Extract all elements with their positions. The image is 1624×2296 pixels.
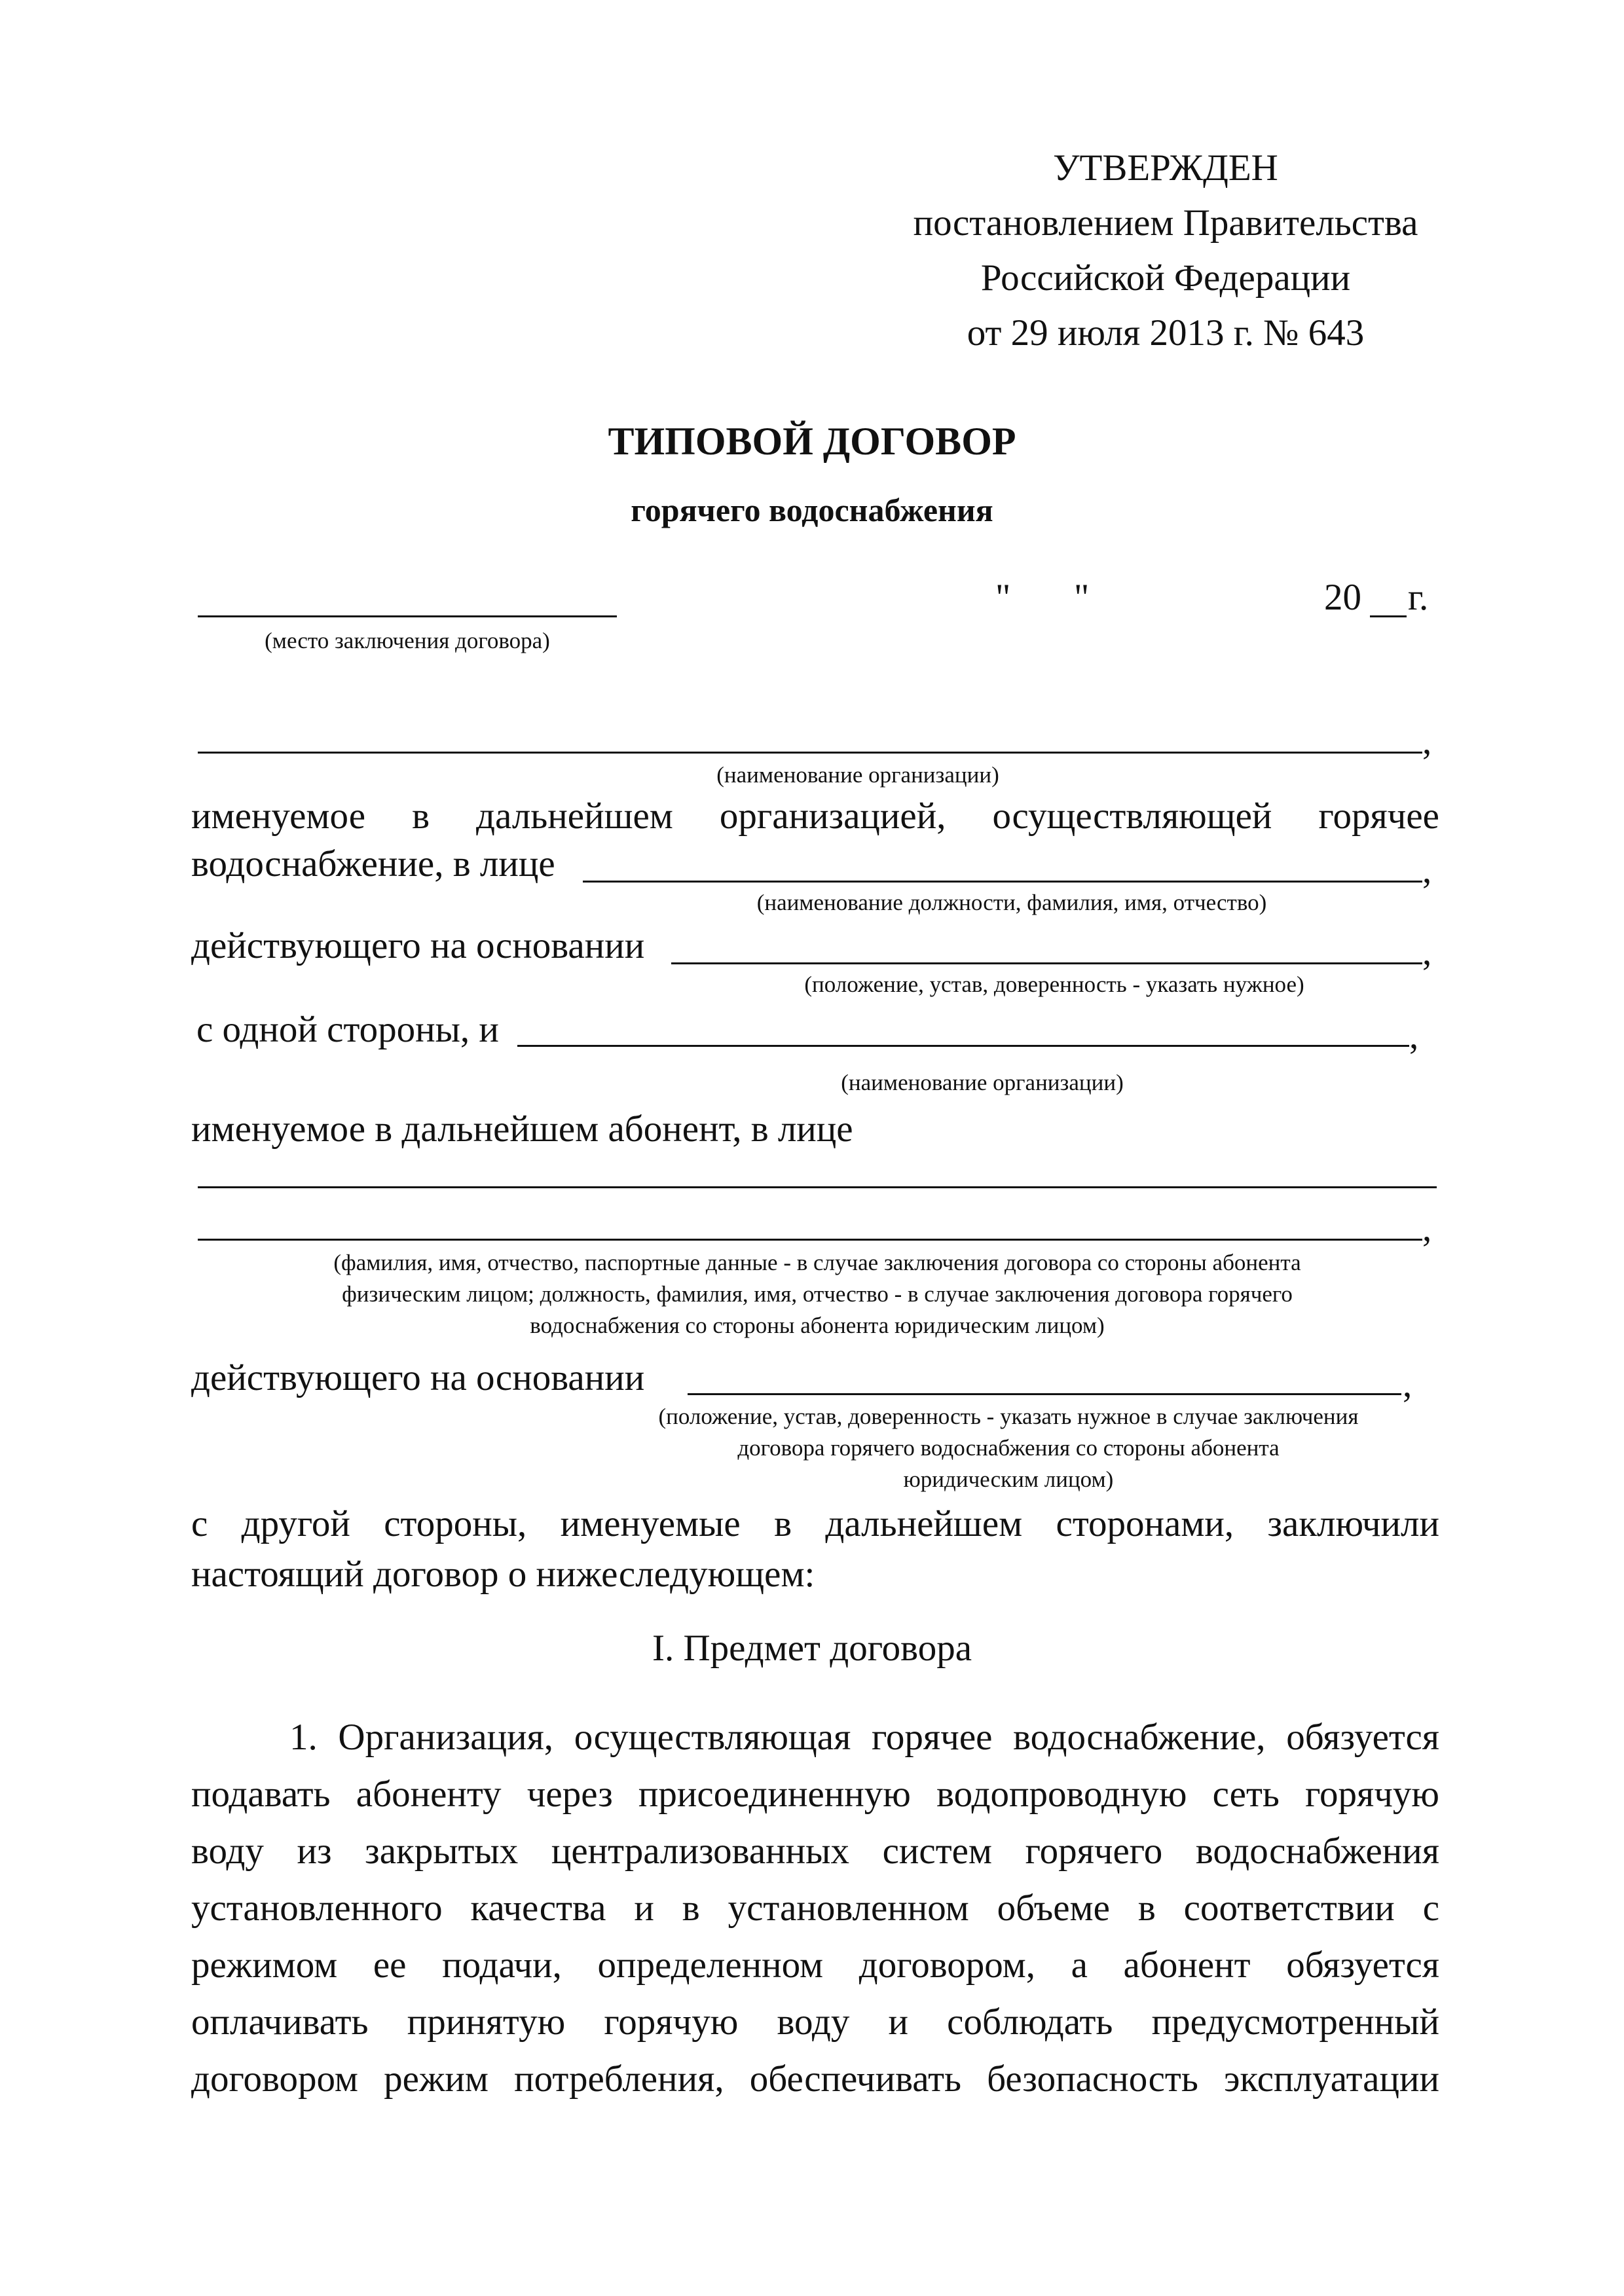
supply-in-person-label: водоснабжение, в лице bbox=[191, 843, 555, 884]
approval-block bbox=[871, 141, 1460, 361]
named-word-2: в bbox=[412, 795, 430, 837]
subscriber-caption-line-3: водоснабжения со стороны абонента юридическим лицом) bbox=[530, 1313, 1105, 1338]
basis-caption-line-2: договора горячего водоснабжения со стороны абонента bbox=[737, 1435, 1280, 1461]
subscriber-caption-line-1: (фамилия, имя, отчество, паспортные данные - в случае заключения договора со стороны абонента bbox=[333, 1250, 1301, 1275]
paragraph-line: установленного качества и в установленном объеме в соответствии с bbox=[191, 1887, 1439, 1929]
document-subtitle: горячего водоснабжения bbox=[631, 492, 993, 528]
acting-basis-comma-1: , bbox=[1422, 932, 1432, 973]
one-side-label: с одной стороны, и bbox=[196, 1009, 499, 1050]
acting-basis-caption-1: (положение, устав, доверенность - указать нужное) bbox=[804, 972, 1304, 997]
subscriber-person-line-1 bbox=[198, 1186, 1437, 1188]
subscriber-caption-line-2: физическим лицом; должность, фамилия, имя, отчество - в случае заключения договора горячего bbox=[342, 1281, 1293, 1307]
org-name-caption: (наименование организации) bbox=[716, 762, 999, 788]
paragraph-1 bbox=[191, 1709, 1439, 2107]
approval-line-2: Российской Федерации bbox=[980, 257, 1351, 299]
date-year-blank-line bbox=[1370, 615, 1407, 617]
date-quote-close: " bbox=[1074, 577, 1090, 618]
place-blank-line bbox=[198, 615, 617, 617]
acting-basis-line-2 bbox=[688, 1393, 1401, 1395]
basis-caption-line-3: юридическим лицом) bbox=[903, 1467, 1114, 1492]
acting-basis-line-1 bbox=[671, 962, 1422, 964]
second-org-line bbox=[517, 1045, 1409, 1047]
subscriber-person-comma: , bbox=[1422, 1208, 1432, 1249]
place-caption: (место заключения договора) bbox=[265, 628, 550, 653]
basis-caption-line-1: (положение, устав, доверенность - указать нужное в случае заключения bbox=[658, 1404, 1359, 1429]
acting-basis-label-1: действующего на основании bbox=[191, 925, 645, 966]
document-title: ТИПОВОЙ ДОГОВОР bbox=[608, 420, 1016, 463]
conclusion-line-1: с другой стороны, именуемые в дальнейшем сторонами, заключили bbox=[191, 1503, 1439, 1544]
paragraph-line: договором режим потребления, обеспечивать безопасность эксплуатации bbox=[191, 2058, 1439, 2100]
paragraph-line: режимом ее подачи, определенном договором, а абонент обязуется bbox=[191, 1944, 1439, 1986]
named-subscriber-label: именуемое в дальнейшем абонент, в лице bbox=[191, 1108, 853, 1150]
approval-line-3: от 29 июля 2013 г. № 643 bbox=[967, 312, 1365, 354]
subscriber-person-line-2 bbox=[198, 1239, 1422, 1241]
named-word-6: горячее bbox=[1318, 795, 1439, 837]
acting-basis-caption-2 bbox=[576, 1401, 1441, 1495]
acting-basis-label-2: действующего на основании bbox=[191, 1357, 645, 1398]
paragraph-line: оплачивать принятую горячую воду и соблюдать предусмотренный bbox=[191, 2001, 1439, 2043]
supply-person-caption: (наименование должности, фамилия, имя, отчество) bbox=[756, 890, 1267, 915]
date-quote-open: " bbox=[995, 577, 1011, 618]
date-year-suffix: г. bbox=[1408, 577, 1429, 618]
named-word-4: организацией, bbox=[719, 795, 946, 837]
date-year-prefix: 20 bbox=[1324, 577, 1361, 618]
named-word-5: осуществляющей bbox=[992, 795, 1272, 837]
named-word-1: именуемое bbox=[191, 795, 365, 837]
org-name-line bbox=[198, 752, 1422, 754]
section-heading: I. Предмет договора bbox=[652, 1628, 972, 1669]
conclusion-line-2: настоящий договор о нижеследующем: bbox=[191, 1554, 815, 1595]
paragraph-line: воду из закрытых централизованных систем горячего водоснабжения bbox=[191, 1831, 1439, 1872]
supply-person-line bbox=[583, 881, 1422, 883]
named-word-3: дальнейшем bbox=[476, 795, 673, 837]
paragraph-line: 1. Организация, осуществляющая горячее водоснабжение, обязуется bbox=[289, 1717, 1439, 1758]
named-org-line bbox=[191, 793, 1439, 839]
approval-line-1: постановлением Правительства bbox=[913, 202, 1418, 244]
subscriber-person-caption bbox=[198, 1247, 1437, 1341]
approval-heading: УТВЕРЖДЕН bbox=[1053, 147, 1278, 189]
paragraph-line: подавать абоненту через присоединенную водопроводную сеть горячую bbox=[191, 1774, 1439, 1815]
acting-basis-comma-2: , bbox=[1403, 1364, 1412, 1405]
second-org-caption: (наименование организации) bbox=[841, 1070, 1124, 1095]
org-name-comma: , bbox=[1422, 721, 1432, 762]
supply-person-comma: , bbox=[1422, 850, 1432, 891]
second-org-comma: , bbox=[1409, 1015, 1419, 1057]
